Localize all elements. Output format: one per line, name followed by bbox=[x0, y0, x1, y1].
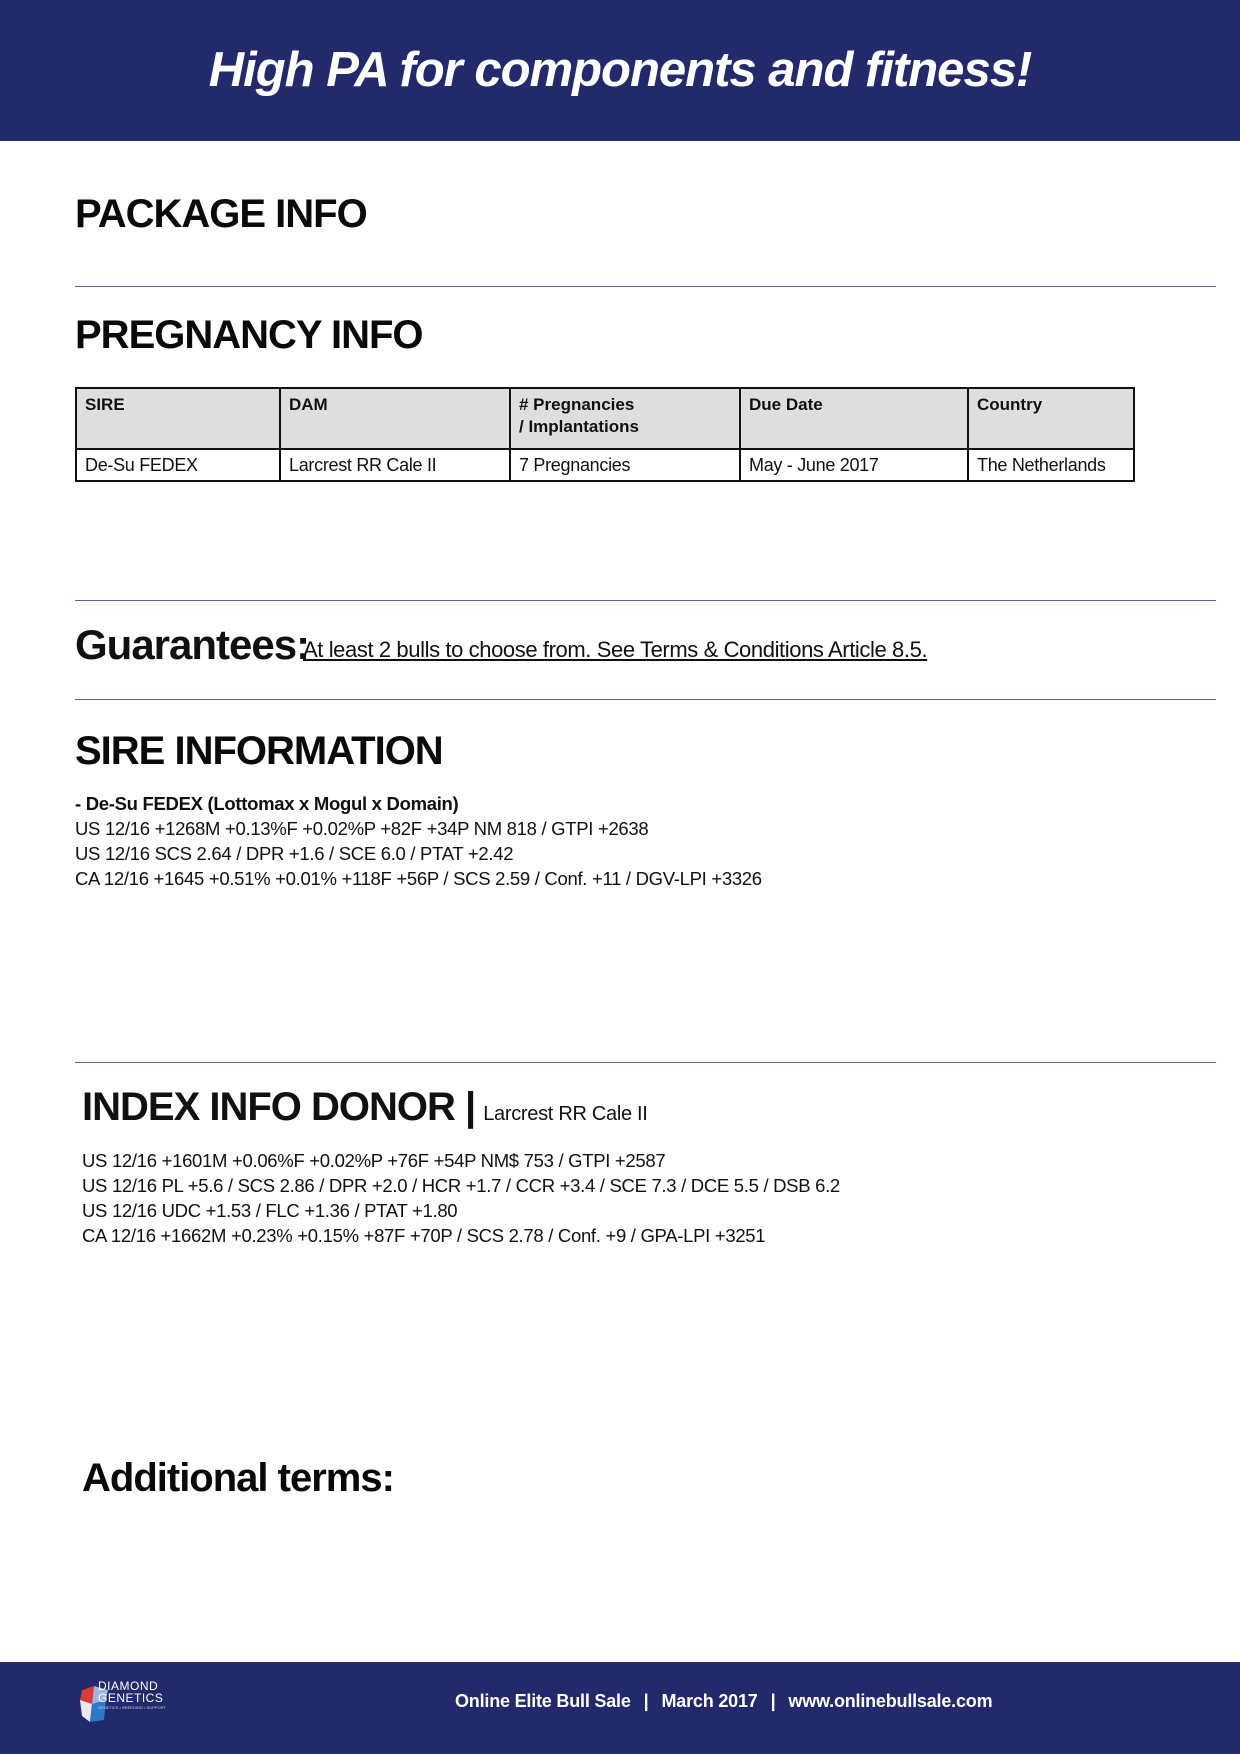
footer-website-link[interactable]: www.onlinebullsale.com bbox=[788, 1691, 993, 1711]
column-header-sire: SIRE bbox=[76, 388, 280, 449]
cell-sire: De-Su FEDEX bbox=[76, 449, 280, 481]
cell-pregnancies: 7 Pregnancies bbox=[510, 449, 740, 481]
index-info-donor-heading bbox=[82, 1083, 648, 1131]
footer-separator: | bbox=[643, 1691, 649, 1711]
column-header-due-date: Due Date bbox=[740, 388, 968, 449]
footer-info bbox=[455, 1691, 992, 1712]
column-header-dam: DAM bbox=[280, 388, 510, 449]
additional-terms-title: Additional terms: bbox=[82, 1456, 394, 1500]
pregnancy-info-title: PREGNANCY INFO bbox=[75, 313, 423, 357]
table-row bbox=[76, 449, 1134, 481]
logo-line-2: GENETICS bbox=[98, 1691, 164, 1705]
sire-pedigree: - De-Su FEDEX (Lottomax x Mogul x Domain) bbox=[75, 793, 459, 814]
divider bbox=[75, 1062, 1216, 1063]
donor-index-line: US 12/16 +1601M +0.06%F +0.02%P +76F +54P NM$ 753 / GTPI +2587 bbox=[82, 1150, 666, 1171]
divider bbox=[75, 699, 1216, 700]
divider bbox=[75, 286, 1216, 287]
divider bbox=[75, 600, 1216, 601]
table-header-row bbox=[76, 388, 1134, 449]
column-header-pregnancies bbox=[510, 388, 740, 449]
donor-index-line: US 12/16 PL +5.6 / SCS 2.86 / DPR +2.0 / HCR +1.7 / CCR +3.4 / SCE 7.3 / DCE 5.5 / DSB 6.2 bbox=[82, 1175, 840, 1196]
guarantees-label: Guarantees: bbox=[75, 621, 310, 668]
donor-index-line: CA 12/16 +1662M +0.23% +0.15% +87F +70P / SCS 2.78 / Conf. +9 / GPA-LPI +3251 bbox=[82, 1225, 766, 1246]
sire-index-line: US 12/16 +1268M +0.13%F +0.02%P +82F +34P NM 818 / GTPI +2638 bbox=[75, 818, 649, 839]
column-header-country: Country bbox=[968, 388, 1134, 449]
cell-due-date: May - June 2017 bbox=[740, 449, 968, 481]
package-info-title: PACKAGE INFO bbox=[75, 192, 367, 236]
index-info-donor-title: INDEX INFO DONOR | bbox=[82, 1085, 476, 1129]
sire-index-line: US 12/16 SCS 2.64 / DPR +1.6 / SCE 6.0 / PTAT +2.42 bbox=[75, 843, 514, 864]
guarantees-text: At least 2 bulls to choose from. See Terms & Conditions Article 8.5. bbox=[303, 637, 928, 662]
column-header-pregnancies-line1: # Pregnancies bbox=[519, 395, 635, 414]
pregnancy-table bbox=[75, 387, 1135, 482]
logo-wordmark bbox=[98, 1680, 163, 1704]
cell-country: The Netherlands bbox=[968, 449, 1134, 481]
logo-line-1: DIAMOND bbox=[98, 1679, 159, 1693]
donor-info-block bbox=[82, 1148, 840, 1248]
footer-event: Online Elite Bull Sale bbox=[455, 1691, 631, 1711]
sire-index-line: CA 12/16 +1645 +0.51% +0.01% +118F +56P / SCS 2.59 / Conf. +11 / DGV-LPI +3326 bbox=[75, 868, 762, 889]
column-header-pregnancies-line2: / Implantations bbox=[519, 417, 639, 436]
sire-information-title: SIRE INFORMATION bbox=[75, 729, 443, 773]
footer-date: March 2017 bbox=[661, 1691, 758, 1711]
headline: High PA for components and fitness! bbox=[208, 43, 1032, 97]
donor-name: Larcrest RR Cale II bbox=[483, 1103, 648, 1125]
logo-tagline: GENETICS • BREEDING • SUPPORT bbox=[98, 1705, 166, 1710]
sire-info-block bbox=[75, 791, 762, 891]
footer-separator: | bbox=[770, 1691, 776, 1711]
donor-index-line: US 12/16 UDC +1.53 / FLC +1.36 / PTAT +1.80 bbox=[82, 1200, 458, 1221]
cell-dam: Larcrest RR Cale II bbox=[280, 449, 510, 481]
